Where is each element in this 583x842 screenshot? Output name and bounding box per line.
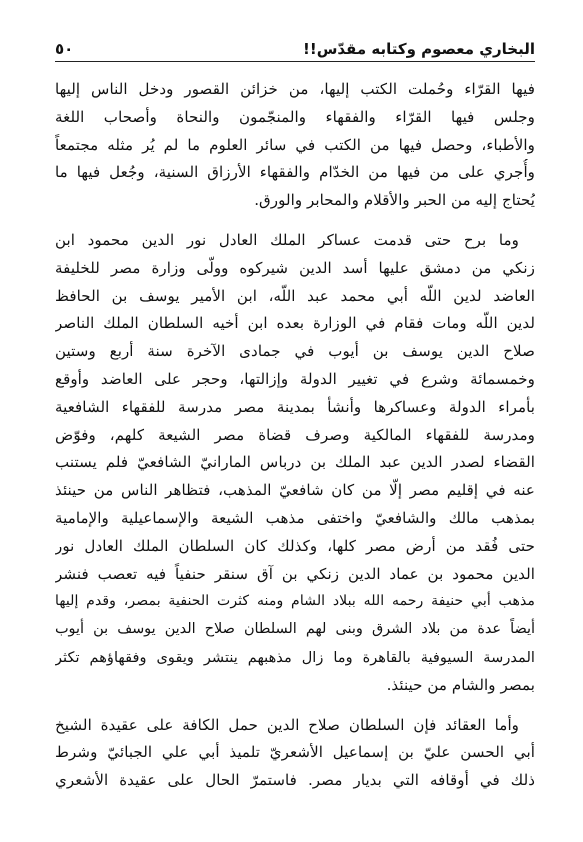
text-line: أبي الحسن عليّ بن إسماعيل الأشعريّ تلميذ أبي علي الجبائيّ وشرط — [55, 743, 535, 762]
body-text — [55, 76, 535, 795]
paragraph-2 — [55, 227, 535, 700]
text-line: القضاء لصدر الدين عبد الملك بن درباس المارانيّ الشافعيّ فلم يستنب — [55, 453, 535, 472]
text-line: وخمسمائة وشرع في تغيير الدولة وإزالتها، وحجر على العاضد وأوقع — [55, 369, 535, 388]
text-line: زنكي من دمشق عليها أسد الدين شيركوه وولّى وزارة مصر للخليفة — [55, 258, 535, 277]
text-line: وأُجري على من فيها من الخدّام والفقهاء الأرزاق السنية، وجُعل فيها ما — [55, 163, 535, 182]
text-line: العاضد لدين اللّه أبي محمد عبد اللّه، ابن الأمير يوسف بن الحافظ — [55, 286, 535, 305]
paragraph-3 — [55, 712, 535, 795]
text-line: صلاح الدين يوسف بن أيوب في جمادى الآخرة سنة أربع وستين — [55, 342, 535, 361]
text-line: ذلك في أوقافه التي بديار مصر. فاستمرّ الحال على عقيدة الأشعري — [55, 771, 535, 790]
text-line: لدين اللّه ومات فقام في الوزارة بعده ابن أخيه السلطان الملك الناصر — [55, 314, 535, 333]
text-line: المدرسة السيوفية بالقاهرة وما زال مذهبهم ينتشر ويقوى وفقهاؤهم تكثر — [55, 648, 535, 666]
text-line: يُحتاج إليه من الحبر والأقلام والمحابر والورق. — [254, 191, 535, 210]
text-line: أيضاً عدة من بلاد الشرق وبنى لهم السلطان صلاح الدين يوسف بن أيوب — [55, 621, 535, 638]
text-line: وجلس فيها القرّاء والفقهاء والمنجّمون والنحاة وأصحاب اللغة — [55, 107, 535, 126]
text-line: وأما العقائد فإن السلطان صلاح الدين حمل الكافة على عقيدة الشيخ — [55, 715, 519, 734]
running-head — [55, 34, 535, 62]
text-line: حتى فُقد من أرض مصر كلها، وكذلك كان السلطان الملك العادل نور — [55, 536, 535, 555]
text-line: عنه في إقليم مصر إلّا من كان شافعيّ المذهب، فتظاهر الناس من حينئذ — [55, 481, 535, 500]
text-line: فيها القرّاء وحُملت الكتب إليها، من خزائن القصور ودخل الناس إليها — [55, 80, 535, 98]
text-line: بأمراء الدولة وعساكرها وأنشأ بمدينة مصر مدرسة للفقهاء الشافعية — [55, 397, 535, 416]
page-number: ٥٠ — [55, 40, 74, 58]
text-line: والأطباء، وحصل فيها من الكتب في سائر العلوم ما لم يُر مثله مجتمعاً — [55, 135, 535, 154]
paragraph-1 — [55, 76, 535, 215]
text-line: الدين محمود بن عماد الدين زنكي بن آق سنقر حنفياً فيه تعصب فنشر — [55, 564, 535, 583]
text-line: وما برح حتى قدمت عساكر الملك العادل نور الدين محمود ابن — [55, 230, 519, 249]
text-line: بمصر والشام من حينئذ. — [386, 675, 535, 694]
text-line: بمذهب مالك والشافعيّ واختفى مذهب الشيعة والإسماعيلية والإمامية — [55, 508, 535, 527]
text-line: ومدرسة للفقهاء المالكية وصرف قضاة مصر الشيعة كلهم، وفوّض — [55, 425, 535, 444]
running-head-title: البخاري معصوم وكتابه مقدّس!! — [303, 40, 535, 58]
text-line: مذهب أبي حنيفة رحمه الله ببلاد الشام ومنه كثرت الحنفية بمصر، وقدم إليها — [55, 593, 535, 610]
